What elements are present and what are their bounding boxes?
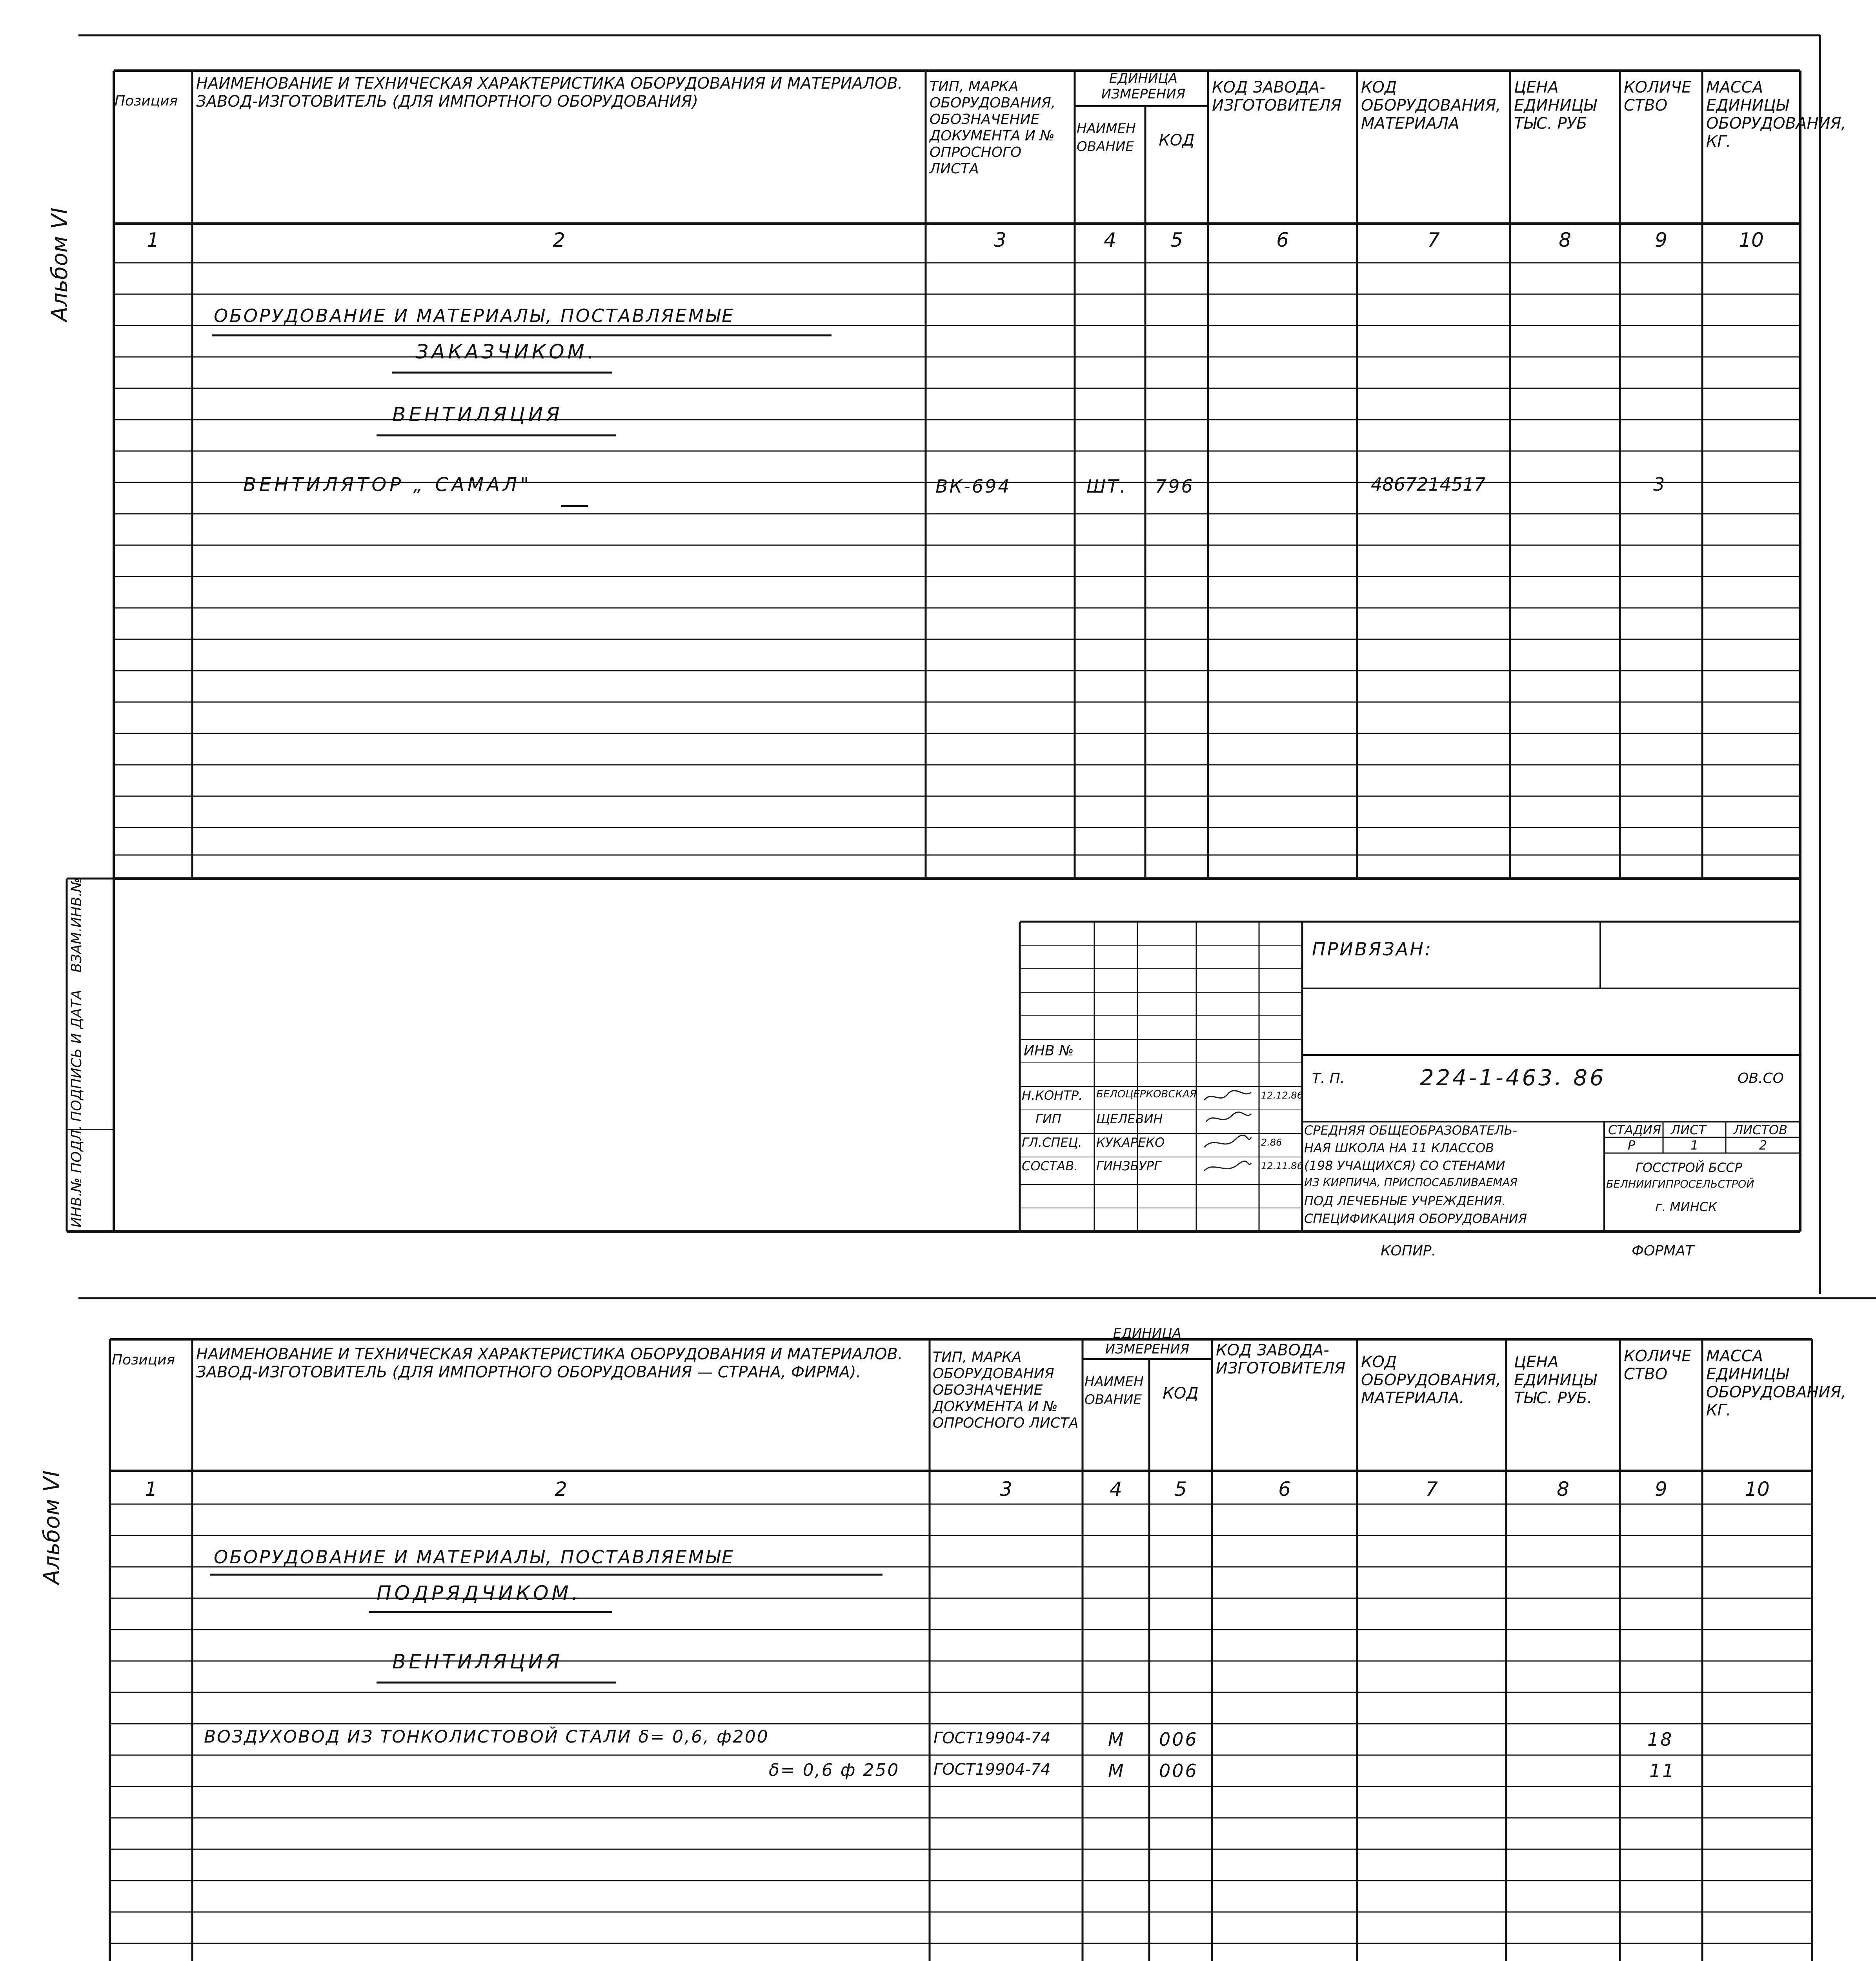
sheet-label: ЛИСТ xyxy=(1671,1122,1706,1137)
header-mass: МАССА ЕДИНИЦЫ ОБОРУДОВАНИЯ, КГ. xyxy=(1706,1347,1846,1419)
organization: ГОССТРОЙ БССР xyxy=(1636,1160,1742,1175)
row-unit: М xyxy=(1108,1760,1125,1781)
header-qty: КОЛИЧЕСТВО xyxy=(1624,78,1692,115)
title-block-tp-number: 224-1-463. 86 xyxy=(1420,1065,1606,1091)
section-title-cont: ЗАКАЗЧИКОМ. xyxy=(416,340,597,363)
section-title-cont: ПОДРЯДЧИКОМ. xyxy=(377,1582,581,1604)
project-description: ПОД ЛЕЧЕБНЫЕ УЧРЕЖДЕНИЯ. xyxy=(1304,1193,1506,1208)
col-number: 2 xyxy=(555,1478,567,1501)
col-number: 3 xyxy=(1000,1478,1012,1501)
section-title: ОБОРУДОВАНИЕ И МАТЕРИАЛЫ, ПОСТАВЛЯЕМЫЕ xyxy=(214,305,735,326)
row-equip-code: 4867214517 xyxy=(1371,474,1486,495)
side-stamp-signature: ПОДПИСЬ И ДАТА xyxy=(69,990,85,1122)
row-qty: 3 xyxy=(1653,474,1667,495)
signature-marks xyxy=(1200,1088,1255,1182)
header-position: Позиция xyxy=(112,1352,175,1368)
header-position: Позиция xyxy=(115,93,178,109)
row-unit: М xyxy=(1108,1729,1125,1750)
role: ГЛ.СПЕЦ. xyxy=(1022,1135,1082,1150)
header-plant-code: КОД ЗАВОДА-ИЗГОТОВИТЕЛЯ xyxy=(1216,1341,1346,1377)
person-name: ЩЕЛЕВИН xyxy=(1096,1111,1163,1126)
row-name: ВЕНТИЛЯТОР „ САМАЛ" xyxy=(243,474,532,496)
header-name: НАИМЕНОВАНИЕ И ТЕХНИЧЕСКАЯ ХАРАКТЕРИСТИКА ОБОРУДОВАНИЯ И МАТЕРИАЛОВ. ЗАВОД-ИЗГОТОВИТЕЛЬ (ДЛЯ ИМПОРТНОГО ОБОРУДОВАНИЯ — СТРАНА, ФИРМА). xyxy=(196,1345,903,1381)
header-name: НАИМЕНОВАНИЕ И ТЕХНИЧЕСКАЯ ХАРАКТЕРИСТИКА ОБОРУДОВАНИЯ И МАТЕРИАЛОВ. ЗАВОД-ИЗГОТОВИТЕЛЬ (ДЛЯ ИМПОРТНОГО ОБОРУДОВАНИЯ) xyxy=(196,75,903,111)
date: 12.11.86 xyxy=(1261,1161,1303,1172)
subsection-title: ВЕНТИЛЯЦИЯ xyxy=(392,403,563,426)
header-type: ТИП, МАРКА ОБОРУДОВАНИЯ, ОБОЗНАЧЕНИЕ ДОКУМЕНТА И № ОПРОСНОГО ЛИСТА xyxy=(930,78,1056,177)
row-type: ГОСТ19904-74 xyxy=(933,1729,1051,1747)
row-type: ГОСТ19904-74 xyxy=(933,1761,1051,1779)
row-qty: 18 xyxy=(1647,1729,1674,1750)
col-number: 9 xyxy=(1655,229,1667,251)
col-number: 2 xyxy=(553,229,565,251)
format-label: ФОРМАТ xyxy=(1632,1243,1694,1259)
row-code: 006 xyxy=(1159,1760,1198,1781)
header-unit-name: НАИМЕНОВАНИЕ xyxy=(1084,1374,1144,1408)
row-type: ВК-694 xyxy=(935,476,1011,497)
sheet-2 xyxy=(0,1294,1876,1961)
header-unit-code: КОД xyxy=(1159,131,1195,149)
role: СОСТАВ. xyxy=(1022,1159,1078,1173)
project-description: ИЗ КИРПИЧА, ПРИСПОСАБЛИВАЕМАЯ xyxy=(1304,1176,1518,1189)
header-equip-code: КОД ОБОРУДОВАНИЯ, МАТЕРИАЛА xyxy=(1361,78,1501,133)
role: ГИП xyxy=(1035,1111,1061,1126)
col-number: 9 xyxy=(1655,1478,1667,1501)
col-number: 10 xyxy=(1739,229,1764,251)
col-number: 3 xyxy=(994,229,1006,251)
project-description: НАЯ ШКОЛА НА 11 КЛАССОВ xyxy=(1304,1141,1494,1155)
row-code: 006 xyxy=(1159,1729,1198,1750)
project-description: СРЕДНЯЯ ОБЩЕОБРАЗОВАТЕЛЬ- xyxy=(1304,1123,1518,1138)
header-qty: КОЛИЧЕСТВО xyxy=(1624,1347,1692,1383)
col-number: 7 xyxy=(1427,229,1440,251)
side-stamp-replace: ВЗАМ.ИНВ.№ xyxy=(69,877,85,973)
organization: БЕЛНИИГИПРОСЕЛЬСТРОЙ xyxy=(1606,1178,1754,1190)
col-number: 4 xyxy=(1110,1478,1122,1501)
date: 12.12.86 xyxy=(1261,1090,1303,1101)
side-stamp-inventory: ИНВ.№ ПОДЛ. xyxy=(69,1125,85,1228)
person-name: ГИНЗБУРГ xyxy=(1096,1159,1161,1173)
header-price: ЦЕНА ЕДИНИЦЫ ТЫС. РУБ. xyxy=(1514,1353,1597,1407)
col-number: 6 xyxy=(1276,229,1289,251)
col-number: 5 xyxy=(1170,229,1183,251)
row-unit: ШТ. xyxy=(1086,476,1127,497)
col-number: 5 xyxy=(1174,1478,1187,1501)
sheet-value: 1 xyxy=(1690,1138,1699,1153)
header-plant-code: КОД ЗАВОДА-ИЗГОТОВИТЕЛЯ xyxy=(1212,78,1342,115)
row-name: δ= 0,6 ф 250 xyxy=(769,1760,900,1780)
header-price: ЦЕНА ЕДИНИЦЫ ТЫС. РУБ xyxy=(1514,78,1597,133)
row-code: 796 xyxy=(1155,476,1194,497)
header-unit-group: ЕДИНИЦА ИЗМЕРЕНИЯ xyxy=(1101,71,1186,102)
city: г. МИНСК xyxy=(1655,1199,1717,1214)
header-type: ТИП, МАРКА ОБОРУДОВАНИЯ ОБОЗНАЧЕНИЕ ДОКУМЕНТА И № ОПРОСНОГО ЛИСТА xyxy=(933,1349,1079,1431)
sheets-label: ЛИСТОВ xyxy=(1734,1122,1788,1137)
title-block-privyazan: ПРИВЯЗАН: xyxy=(1312,939,1433,960)
person-name: КУКАРЕКО xyxy=(1096,1135,1165,1150)
header-unit-name: НАИМЕНОВАНИЕ xyxy=(1077,121,1136,155)
stage-value: Р xyxy=(1628,1138,1636,1153)
header-unit-code: КОД xyxy=(1163,1384,1199,1403)
col-number: 8 xyxy=(1557,1478,1569,1501)
sheet2-album-label: Альбом VI xyxy=(39,1470,65,1584)
title-block-tp-suffix: ОВ.СО xyxy=(1738,1070,1784,1086)
role: Н.КОНТР. xyxy=(1022,1088,1083,1103)
person-name: БЕЛОЦЕРКОВСКАЯ xyxy=(1096,1088,1197,1100)
subsection-title: ВЕНТИЛЯЦИЯ xyxy=(392,1650,563,1673)
copied-label: КОПИР. xyxy=(1381,1243,1436,1259)
col-number: 8 xyxy=(1559,229,1571,251)
col-number: 1 xyxy=(147,229,159,251)
title-block-tp-label: Т. П. xyxy=(1312,1070,1345,1086)
date: 2.86 xyxy=(1261,1137,1282,1148)
header-equip-code: КОД ОБОРУДОВАНИЯ, МАТЕРИАЛА. xyxy=(1361,1353,1501,1407)
header-mass: МАССА ЕДИНИЦЫ ОБОРУДОВАНИЯ, КГ. xyxy=(1706,78,1846,151)
sheet1-album-label: Альбом VI xyxy=(47,207,73,322)
col-number: 6 xyxy=(1278,1478,1291,1501)
row-qty: 11 xyxy=(1649,1760,1676,1781)
stage-label: СТАДИЯ xyxy=(1608,1122,1661,1137)
project-description: (198 УЧАЩИХСЯ) СО СТЕНАМИ xyxy=(1304,1158,1505,1173)
col-number: 7 xyxy=(1425,1478,1438,1501)
col-number: 4 xyxy=(1104,229,1116,251)
project-description: СПЕЦИФИКАЦИЯ ОБОРУДОВАНИЯ xyxy=(1304,1211,1527,1226)
section-title: ОБОРУДОВАНИЕ И МАТЕРИАЛЫ, ПОСТАВЛЯЕМЫЕ xyxy=(214,1546,735,1568)
col-number: 10 xyxy=(1745,1478,1770,1501)
sheets-value: 2 xyxy=(1759,1138,1767,1153)
header-unit-group: ЕДИНИЦА ИЗМЕРЕНИЯ xyxy=(1105,1326,1190,1357)
col-number: 1 xyxy=(145,1478,157,1501)
row-name: ВОЗДУХОВОД ИЗ ТОНКОЛИСТОВОЙ СТАЛИ δ= 0,6, ф200 xyxy=(204,1727,769,1747)
title-block-inv: ИНВ № xyxy=(1024,1043,1074,1059)
